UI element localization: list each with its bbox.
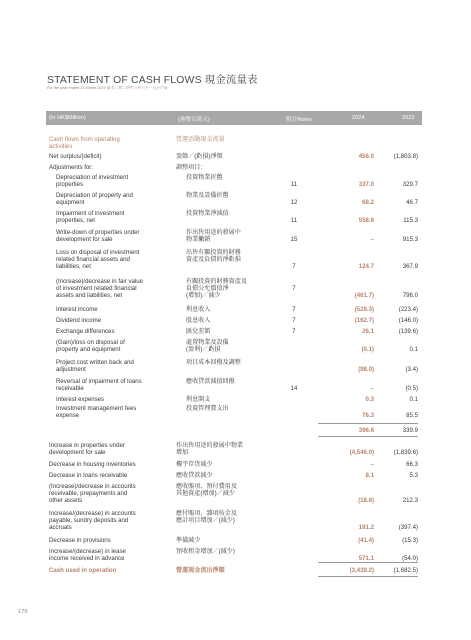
total-bottom-rule xyxy=(318,576,418,577)
header-year-2024: 2024 xyxy=(352,115,365,121)
row-note-ref: 7 xyxy=(292,328,296,335)
row-value-2024: – xyxy=(370,385,374,393)
row-label-zh: 投資物業折舊 xyxy=(186,174,223,181)
row-label-zh: 投資物業淨減值 xyxy=(186,210,229,217)
row-value-2024: (528.3) xyxy=(354,306,374,313)
row-label-zh: 準備減少 xyxy=(176,537,201,544)
row-label-en: (Increase)/decrease in fair value of investment related financial assets and liabilities, net xyxy=(56,278,144,300)
row-value-2023: 915.3 xyxy=(402,236,418,244)
row-label-en: Cash used in operation xyxy=(49,567,117,574)
row-value-2023: 0.1 xyxy=(409,346,418,354)
subtotal-bottom-rule xyxy=(318,436,418,437)
row-value-2023: (0.5) xyxy=(405,385,418,393)
row-value-2024: 0.3 xyxy=(365,396,374,403)
row-value-2024: (98.0) xyxy=(358,366,374,374)
row-value-2024: 68.2 xyxy=(362,199,374,207)
row-label-en: Reversal of impairment of loans receivable xyxy=(56,378,142,393)
row-value-2024: 456.0 xyxy=(358,153,374,160)
row-label-zh: 營運現金流出淨額 xyxy=(176,567,225,574)
row-value-2024: 124.7 xyxy=(358,263,374,271)
row-value-2023: (146.0) xyxy=(398,317,418,324)
total-top-rule xyxy=(318,562,418,563)
row-label-en: Adjustments for: xyxy=(49,164,94,171)
row-value-2024: 396.6 xyxy=(358,427,374,434)
page-subtitle: For the year ended 31 March 2024 截至二零二四年三月三十一日止年度 xyxy=(47,86,168,90)
row-label-en: Increase in properties under development for sale xyxy=(49,442,125,457)
row-label-en: Cash flows from operating activities xyxy=(49,136,120,151)
row-value-2023: (3.4) xyxy=(405,366,418,374)
row-value-2024: (18.8) xyxy=(358,497,374,505)
row-value-2024: 558.8 xyxy=(358,217,374,225)
header-notes: 附註Notes xyxy=(286,117,312,123)
page-number: 176 xyxy=(18,609,28,615)
row-note-ref: 11 xyxy=(290,181,298,189)
row-note-ref: 12 xyxy=(290,199,298,207)
row-label-zh: 應付賬項、雜項按金及 應計項目增加／(減少) xyxy=(176,510,237,525)
row-label-zh: 利息收入 xyxy=(186,306,211,313)
row-label-en: Impairment of investment properties, net xyxy=(56,210,125,225)
row-label-zh: 處置物業及設備 (盈利)／虧損 xyxy=(186,339,229,354)
row-value-2024: 8.1 xyxy=(365,472,374,479)
row-value-2023: 85.5 xyxy=(406,412,418,420)
row-value-2024: 76.3 xyxy=(362,412,374,420)
row-label-en: Exchange differences xyxy=(56,328,115,335)
row-label-zh: 項目成本回撥及調整 xyxy=(186,359,241,366)
row-value-2024: 337.0 xyxy=(358,181,374,189)
row-label-en: Loss on disposal of investment related financial assets and liabilities, net xyxy=(56,249,140,271)
row-label-en: Depreciation of property and equipment xyxy=(56,192,133,207)
row-value-2024: (4,546.0) xyxy=(349,449,374,457)
row-value-2024: – xyxy=(370,461,374,468)
row-value-2023: (139.6) xyxy=(398,328,418,335)
row-note-ref: 15 xyxy=(290,236,298,244)
subtotal-top-rule xyxy=(318,423,418,424)
row-value-2023: (397.4) xyxy=(398,524,418,532)
row-note-ref: 7 xyxy=(292,306,296,313)
row-value-2024: 26.1 xyxy=(362,328,374,335)
row-value-2023: 367.9 xyxy=(402,263,418,271)
row-label-zh: 營運活動現金流量 xyxy=(176,136,225,143)
row-label-en: Write-down of properties under development for sale xyxy=(56,229,140,244)
row-label-en: Investment management fees expense xyxy=(56,405,137,420)
row-value-2024: 191.2 xyxy=(358,524,374,532)
row-label-zh: 應收貸款減少 xyxy=(176,472,213,479)
row-label-en: (Gain)/loss on disposal of property and equipment xyxy=(56,339,125,354)
row-value-2023: 796.0 xyxy=(402,292,418,300)
header-unit-zh: (港幣百萬元) xyxy=(178,117,210,123)
row-value-2023: 5.3 xyxy=(409,472,418,479)
row-label-en: Interest income xyxy=(56,306,98,313)
row-value-2023: 0.1 xyxy=(409,396,418,403)
row-label-zh: 作出售用途的發展中物業 增加 xyxy=(176,442,244,457)
row-value-2024: (41.4) xyxy=(358,537,374,544)
row-label-zh: 盈餘／(虧損)淨額 xyxy=(176,153,223,160)
row-label-zh: 應收賬項、預付費用及 其他資產(增加)／減少 xyxy=(176,483,237,498)
row-value-2023: (15.3) xyxy=(402,537,418,544)
row-value-2024: (3,439.2) xyxy=(349,567,374,574)
row-label-zh: 投資管理費支出 xyxy=(186,405,229,412)
row-label-en: Increase/(decrease) in accounts payable, sundry deposits and accruals xyxy=(49,510,136,532)
row-note-ref: 7 xyxy=(292,317,296,324)
row-value-2024: – xyxy=(370,236,374,244)
row-label-en: Dividend income xyxy=(56,317,102,324)
row-label-en: Decrease in housing inventories xyxy=(49,461,136,468)
row-label-zh: 有關投資的財務資產及 負債公允價值淨 (增加)／減少 xyxy=(186,278,247,300)
row-label-en: Project cost written back and adjustment xyxy=(56,359,134,374)
row-label-zh: 作出售用途的發展中 物業撇銷 xyxy=(186,229,241,244)
row-value-2023: 329.7 xyxy=(402,181,418,189)
row-value-2023: 66.3 xyxy=(406,461,418,468)
row-value-2023: 46.7 xyxy=(406,199,418,207)
row-label-zh: 股息收入 xyxy=(186,317,211,324)
row-label-zh: 利息開支 xyxy=(186,396,211,403)
row-value-2024: 571.1 xyxy=(358,555,374,563)
row-label-en: Depreciation of investment properties xyxy=(56,174,129,189)
row-label-zh: 匯兌差額 xyxy=(186,328,211,335)
row-note-ref: 11 xyxy=(290,217,298,225)
row-label-zh: 應收貸款減值回撥 xyxy=(186,378,235,385)
header-unit-en: (In HK$Million) xyxy=(49,115,86,121)
row-label-zh: 物業及設備折舊 xyxy=(186,192,229,199)
row-value-2023: (223.4) xyxy=(398,306,418,313)
row-label-en: Decrease in provisions xyxy=(49,537,111,544)
row-label-zh: 調整項目： xyxy=(176,164,207,171)
row-value-2023: (1,682.5) xyxy=(393,567,418,574)
row-note-ref: 7 xyxy=(292,285,296,293)
row-label-zh: 出售有關投資的財務 資產及負債的淨虧損 xyxy=(186,249,241,264)
row-value-2023: (54.0) xyxy=(402,555,418,563)
row-note-ref: 14 xyxy=(290,385,298,393)
row-label-zh: 樓宇存貨減少 xyxy=(176,461,213,468)
header-year-2023: 2023 xyxy=(402,115,415,121)
row-label-en: (Increase)/decrease in accounts receivable, prepayments and other assets xyxy=(49,483,136,505)
row-value-2023: 339.9 xyxy=(402,427,418,434)
row-note-ref: 7 xyxy=(292,263,296,271)
row-value-2023: 115.3 xyxy=(403,217,418,225)
row-label-zh: 預收租金增加／(減少) xyxy=(176,548,235,555)
row-value-2023: (1,839.6) xyxy=(393,449,418,457)
row-label-en: Increase/(decrease) in lease income received in advance xyxy=(49,548,126,563)
row-label-en: Interest expenses xyxy=(56,396,105,403)
row-label-en: Net surplus/(deficit) xyxy=(49,153,102,160)
row-value-2024: (162.7) xyxy=(354,317,374,324)
page-title: STATEMENT OF CASH FLOWS 現金流量表 xyxy=(47,75,258,86)
row-value-2023: 212.3 xyxy=(402,497,418,505)
row-value-2024: (0.1) xyxy=(361,346,374,354)
row-label-en: Decrease in loans receivable xyxy=(49,472,128,479)
row-value-2023: (1,803.8) xyxy=(393,153,418,160)
row-value-2024: (461.7) xyxy=(354,292,374,300)
